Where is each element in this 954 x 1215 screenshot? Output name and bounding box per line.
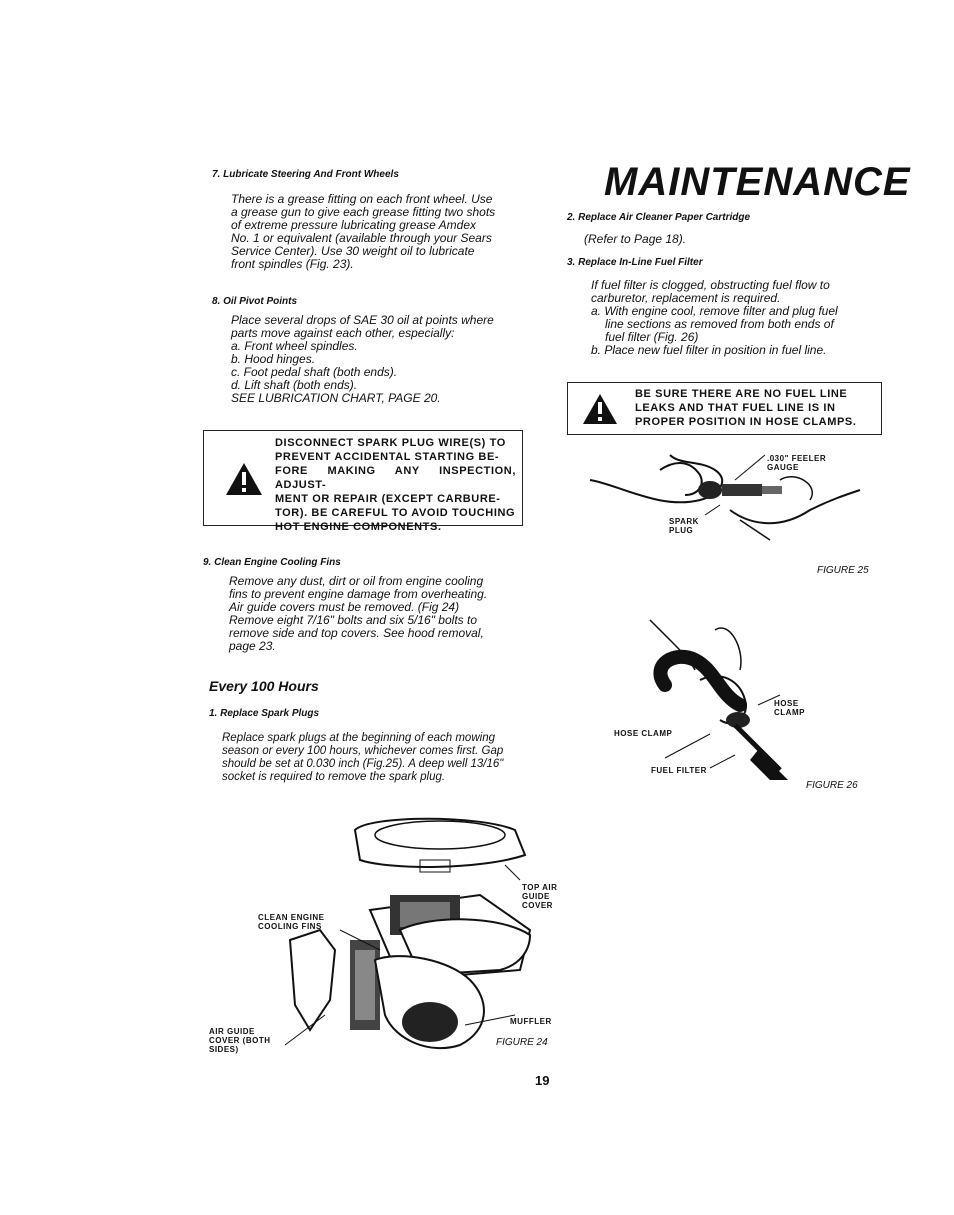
text-line: TOR). BE CAREFUL TO AVOID TOUCHING: [275, 507, 516, 519]
figure-25-caption: FIGURE 25: [817, 565, 869, 576]
label-line: AIR GUIDE: [209, 1027, 255, 1036]
label-line: TOP AIR: [522, 883, 558, 892]
text-line: line sections as removed from both ends of: [605, 317, 834, 331]
clean-engine-cooling-fins-label: [258, 913, 324, 931]
text-line: Replace spark plugs at the beginning of each mowing: [222, 732, 495, 744]
text-line: HOT ENGINE COMPONENTS.: [275, 521, 442, 533]
warning-box-disconnect: [203, 430, 523, 533]
section-3-heading: 3. Replace In-Line Fuel Filter: [567, 257, 703, 268]
air-guide-cover-label: [209, 1027, 271, 1054]
warning-box-fuel-line: [567, 382, 882, 435]
text-line: fins to prevent engine damage from overheating.: [229, 587, 488, 601]
text-line: FORE MAKING ANY INSPECTION, ADJUST-: [275, 465, 516, 491]
figure-26-caption: FIGURE 26: [806, 780, 858, 791]
text-line: a grease gun to give each grease fitting two shots: [231, 205, 496, 219]
label-line: SPARK: [669, 517, 699, 526]
text-line: No. 1 or equivalent (available through your Sears: [231, 231, 492, 245]
top-air-guide-cover-label: [522, 883, 557, 910]
hose-clamp-right-label: [774, 699, 805, 717]
hose-clamp-left-label: HOSE CLAMP: [614, 729, 673, 738]
text-line: Service Center). Use 30 weight oil to lubricate: [231, 244, 475, 258]
text-line: BE SURE THERE ARE NO FUEL LINE: [635, 388, 848, 400]
label-line: HOSE: [774, 699, 799, 708]
text-line: front spindles (Fig. 23).: [231, 257, 354, 271]
warning-triangle-icon: [224, 461, 264, 497]
label-line: GAUGE: [767, 463, 799, 472]
section-9-heading: 9. Clean Engine Cooling Fins: [203, 557, 341, 568]
label-line: COVER: [522, 901, 553, 910]
fuel-filter-label: FUEL FILTER: [651, 766, 707, 775]
text-line: Air guide covers must be removed. (Fig 24): [229, 600, 460, 614]
text-line: a. With engine cool, remove filter and plug fuel: [591, 304, 838, 318]
section-7-body: [231, 193, 531, 271]
section-3-body: [591, 279, 891, 357]
label-line: SIDES): [209, 1045, 239, 1054]
spark-plugs-body: [222, 732, 532, 784]
text-line: PREVENT ACCIDENTAL STARTING BE-: [275, 451, 500, 463]
text-line: Remove any dust, dirt or oil from engine cooling: [229, 574, 484, 588]
text-line: should be set at 0.030 inch (Fig.25). A deep well 13/16": [222, 758, 504, 770]
text-line: carburetor, replacement is required.: [591, 291, 781, 305]
label-line: COOLING FINS: [258, 922, 322, 931]
text-line: remove side and top covers. See hood removal,: [229, 626, 484, 640]
text-line: parts move against each other, especially:: [231, 326, 455, 340]
warning-text: [635, 387, 875, 429]
text-line: PROPER POSITION IN HOSE CLAMPS.: [635, 416, 857, 428]
text-line: There is a grease fitting on each front wheel. Use: [231, 192, 493, 206]
text-line: c. Foot pedal shaft (both ends).: [231, 365, 398, 379]
text-line: If fuel filter is clogged, obstructing fuel flow to: [591, 278, 830, 292]
spark-plugs-heading: 1. Replace Spark Plugs: [209, 708, 320, 719]
warning-triangle-icon: [581, 392, 619, 426]
label-line: PLUG: [669, 526, 694, 535]
label-line: COVER (BOTH: [209, 1036, 271, 1045]
text-line: b. Hood hinges.: [231, 352, 316, 366]
section-8-heading: 8. Oil Pivot Points: [212, 296, 298, 307]
text-line: Place several drops of SAE 30 oil at points where: [231, 313, 494, 327]
text-line: Remove eight 7/16" bolts and six 5/16" bolts to: [229, 613, 477, 627]
section-8-body: [231, 314, 531, 405]
warning-text: [275, 436, 516, 534]
label-line: .030" FEELER: [767, 454, 827, 463]
label-line: CLAMP: [774, 708, 805, 717]
text-line: fuel filter (Fig. 26): [605, 330, 699, 344]
text-line: a. Front wheel spindles.: [231, 339, 358, 353]
section-2-body: (Refer to Page 18).: [584, 232, 687, 246]
feeler-gauge-label: [767, 454, 826, 472]
figure-26-illustration: [640, 610, 840, 780]
spark-plug-label: [669, 517, 699, 535]
muffler-label: MUFFLER: [510, 1017, 552, 1026]
label-line: GUIDE: [522, 892, 550, 901]
text-line: LEAKS AND THAT FUEL LINE IS IN: [635, 402, 836, 414]
section-7-heading: 7. Lubricate Steering And Front Wheels: [212, 169, 399, 180]
text-line: socket is required to remove the spark plug.: [222, 771, 446, 783]
text-line: page 23.: [229, 639, 276, 653]
section-9-body: [229, 575, 529, 653]
text-line: SEE LUBRICATION CHART, PAGE 20.: [231, 391, 441, 405]
text-line: DISCONNECT SPARK PLUG WIRE(S) TO: [275, 437, 506, 449]
text-line: b. Place new fuel filter in position in fuel line.: [591, 343, 827, 357]
text-line: of extreme pressure lubricating grease Amdex: [231, 218, 477, 232]
text-line: season or every 100 hours, whichever comes first. Gap: [222, 745, 504, 757]
figure-24-caption: FIGURE 24: [496, 1037, 548, 1048]
every-100-hours-heading: Every 100 Hours: [209, 678, 319, 694]
section-2-heading: 2. Replace Air Cleaner Paper Cartridge: [567, 212, 751, 223]
page-title: MAINTENANCE: [604, 160, 911, 204]
text-line: d. Lift shaft (both ends).: [231, 378, 358, 392]
text-line: MENT OR REPAIR (EXCEPT CARBURE-: [275, 493, 501, 505]
label-line: CLEAN ENGINE: [258, 913, 325, 922]
page-number: 19: [535, 1073, 550, 1088]
